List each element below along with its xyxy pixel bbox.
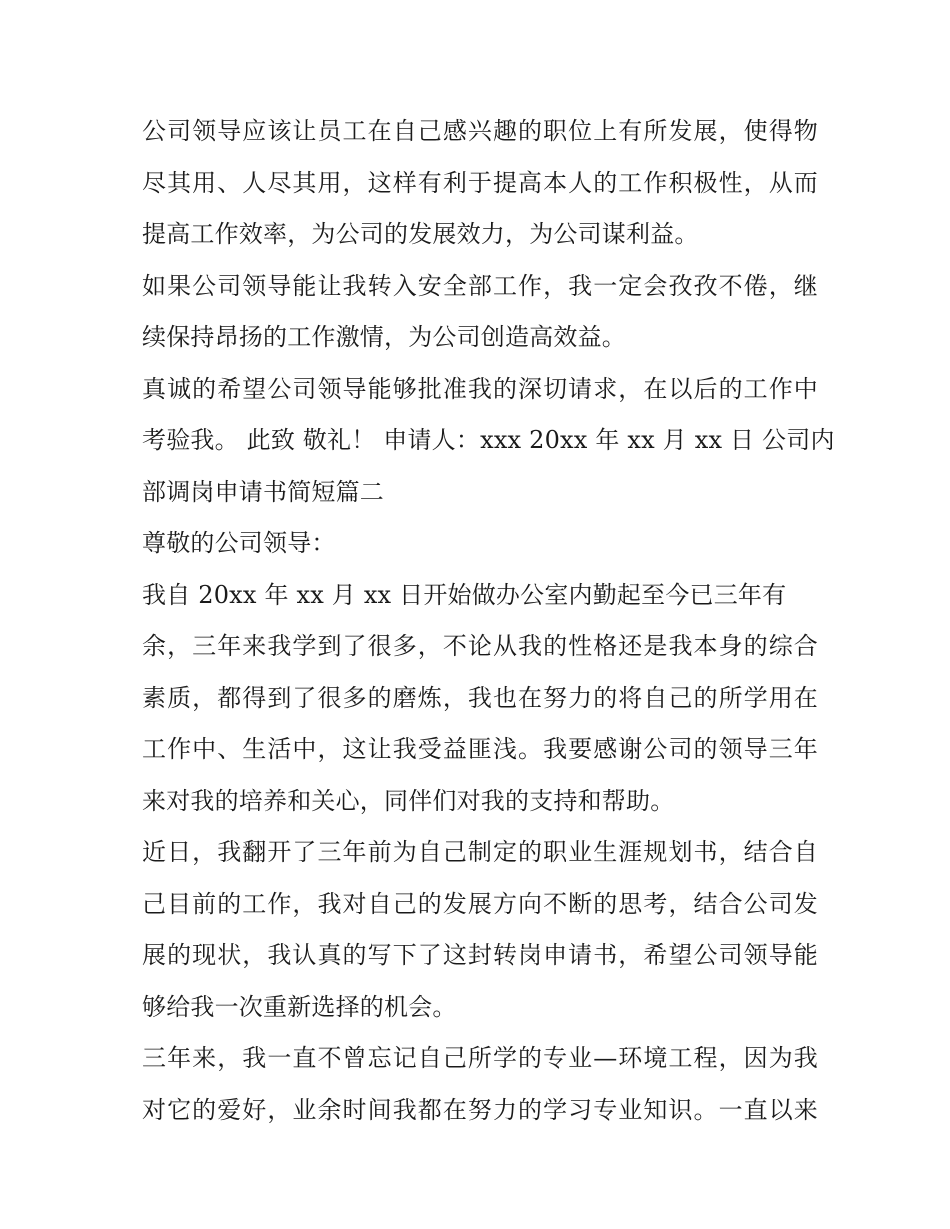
text-line: 够给我一次重新选择的机会。 bbox=[142, 992, 457, 1021]
text-line: 己目前的工作，我对自己的发展方向不断的思考，结合公司发 bbox=[142, 889, 818, 918]
text-line: 真诚的希望公司领导能够批准我的深切请求，在以后的工作中 bbox=[142, 374, 818, 403]
text-line: 素质，都得到了很多的磨炼，我也在努力的将自己的所学用在 bbox=[142, 683, 818, 712]
text-line: 我自 20xx 年 xx 月 xx 日开始做办公室内勤起至今已三年有 bbox=[142, 580, 787, 609]
text-line: 提高工作效率，为公司的发展效力，为公司谋利益。 bbox=[142, 220, 699, 248]
text-line: 三年来，我一直不曾忘记自己所学的专业—环境工程，因为我 bbox=[142, 1044, 818, 1072]
text-line: 公司领导应该让员工在自己感兴趣的职位上有所发展，使得物 bbox=[142, 117, 818, 145]
text-line: 部调岗申请书简短篇二 bbox=[142, 477, 384, 506]
text-line: 考验我。 此致 敬礼！ 申请人：xxx 20xx 年 xx 月 xx 日 公司内 bbox=[142, 426, 835, 454]
text-line: 尽其用、人尽其用，这样有利于提高本人的工作积极性，从而 bbox=[142, 168, 818, 197]
text-line: 如果公司领导能让我转入安全部工作，我一定会孜孜不倦，继 bbox=[142, 271, 818, 300]
text-line: 续保持昂扬的工作激情，为公司创造高效益。 bbox=[142, 323, 626, 351]
text-line: 工作中、生活中，这让我受益匪浅。我要感谢公司的领导三年 bbox=[142, 735, 818, 763]
document-body bbox=[142, 106, 835, 1136]
text-line: 余，三年来我学到了很多，不论从我的性格还是我本身的综合 bbox=[142, 632, 818, 660]
salutation: 尊敬的公司领导： bbox=[142, 529, 336, 557]
text-line: 来对我的培养和关心，同伴们对我的支持和帮助。 bbox=[142, 786, 675, 815]
text-line: 近日，我翻开了三年前为自己制定的职业生涯规划书，结合自 bbox=[142, 838, 818, 866]
text-line: 展的现状，我认真的写下了这封转岗申请书，希望公司领导能 bbox=[142, 941, 818, 969]
text-line: 对它的爱好，业余时间我都在努力的学习专业知识。一直以来 bbox=[142, 1095, 818, 1124]
